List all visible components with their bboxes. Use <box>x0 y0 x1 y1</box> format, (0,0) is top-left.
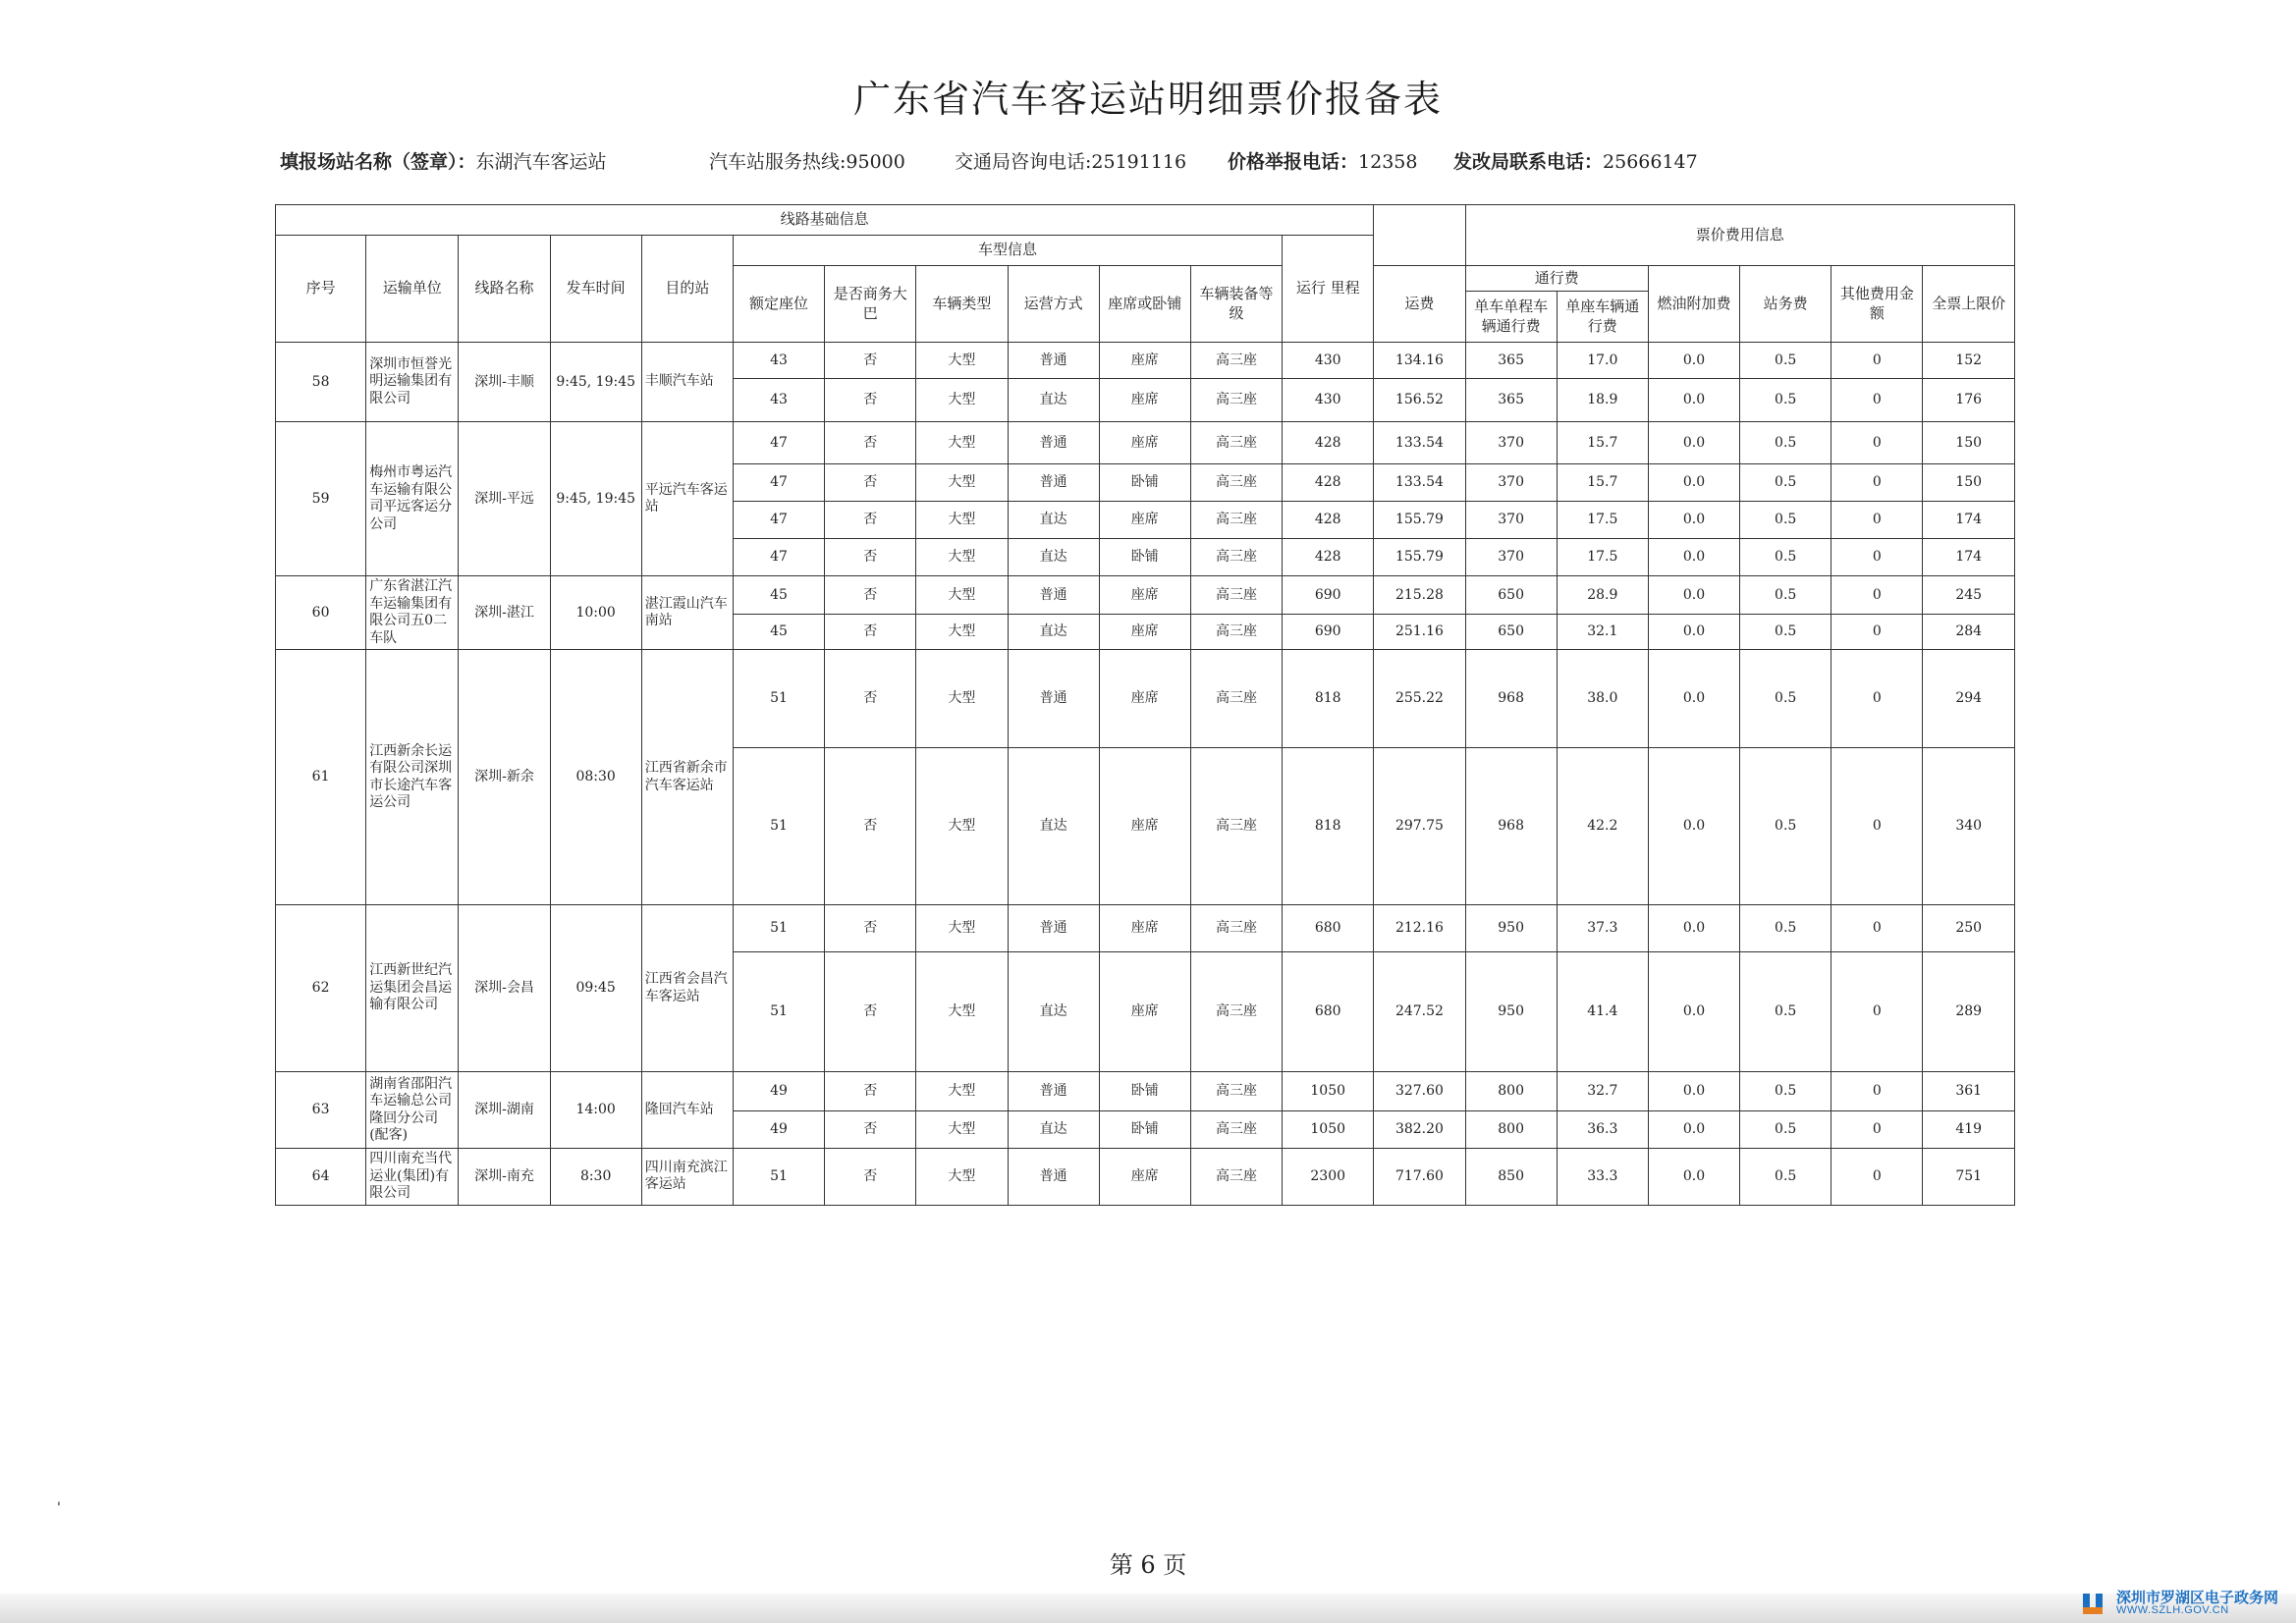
cell-departure: 10:00 <box>550 576 641 650</box>
cell-station-fee: 0.5 <box>1740 502 1831 539</box>
cell-full-price: 250 <box>1923 905 2015 952</box>
cell-fare: 255.22 <box>1374 650 1465 748</box>
cell-business: 否 <box>825 576 916 615</box>
scan-edge <box>0 1594 2296 1623</box>
page-title: 广东省汽车客运站明细票价报备表 <box>852 78 1443 121</box>
cell-full-price: 294 <box>1923 650 2015 748</box>
cell-fare: 382.20 <box>1374 1111 1465 1149</box>
cell-seats: 51 <box>733 905 824 952</box>
cell-full-price: 174 <box>1923 539 2015 576</box>
cell-departure: 08:30 <box>550 650 641 905</box>
cell-mileage: 818 <box>1283 748 1374 905</box>
cell-departure: 9:45, 19:45 <box>550 422 641 576</box>
cell-operator: 江西新世纪汽运集团会昌运输有限公司 <box>366 905 459 1072</box>
cell-operation: 直达 <box>1008 952 1099 1072</box>
table-row <box>276 576 2015 615</box>
cell-mileage: 690 <box>1283 576 1374 615</box>
cell-station-fee: 0.5 <box>1740 952 1831 1072</box>
cell-seq: 63 <box>276 1072 366 1149</box>
cell-seats: 47 <box>733 422 824 464</box>
cell-business: 否 <box>825 422 916 464</box>
cell-fuel: 0.0 <box>1648 422 1739 464</box>
cell-toll-seat: 33.3 <box>1557 1149 1648 1206</box>
header-vehicle-type: 车辆类型 <box>916 266 1008 343</box>
cell-seat-berth: 卧铺 <box>1099 1111 1190 1149</box>
cell-grade: 高三座 <box>1190 539 1282 576</box>
cell-fare: 215.28 <box>1374 576 1465 615</box>
cell-seat-berth: 座席 <box>1099 576 1190 615</box>
cell-toll-seat: 17.0 <box>1557 343 1648 379</box>
cell-seat-berth: 卧铺 <box>1099 539 1190 576</box>
cell-business: 否 <box>825 615 916 650</box>
cell-toll-vehicle: 850 <box>1465 1149 1557 1206</box>
cell-station-fee: 0.5 <box>1740 615 1831 650</box>
watermark-url: WWW.SZLH.GOV.CN <box>2115 1604 2229 1617</box>
header-business: 是否商务大巴 <box>825 266 916 343</box>
cell-other-fee: 0 <box>1831 952 1923 1072</box>
cell-route-name: 深圳-南充 <box>459 1149 550 1206</box>
cell-business: 否 <box>825 1072 916 1111</box>
cell-grade: 高三座 <box>1190 379 1282 422</box>
cell-fuel: 0.0 <box>1648 1149 1739 1206</box>
cell-toll-vehicle: 800 <box>1465 1111 1557 1149</box>
cell-fare: 133.54 <box>1374 464 1465 502</box>
cell-grade: 高三座 <box>1190 905 1282 952</box>
cell-full-price: 751 <box>1923 1149 2015 1206</box>
table-row <box>276 905 2015 952</box>
cell-mileage: 818 <box>1283 650 1374 748</box>
cell-fare: 155.79 <box>1374 539 1465 576</box>
header-toll: 通行费 <box>1465 266 1648 292</box>
cell-vehicle-type: 大型 <box>916 379 1008 422</box>
header-fare-info: 票价费用信息 <box>1465 205 2014 266</box>
cell-destination: 江西省会昌汽车客运站 <box>641 905 733 1072</box>
cell-vehicle-type: 大型 <box>916 1072 1008 1111</box>
cell-seats: 49 <box>733 1072 824 1111</box>
cell-business: 否 <box>825 952 916 1072</box>
cell-full-price: 284 <box>1923 615 2015 650</box>
cell-toll-vehicle: 365 <box>1465 379 1557 422</box>
cell-full-price: 176 <box>1923 379 2015 422</box>
cell-seq: 61 <box>276 650 366 905</box>
cell-toll-vehicle: 968 <box>1465 650 1557 748</box>
header-vehicle-info: 车型信息 <box>733 236 1282 266</box>
cell-toll-seat: 15.7 <box>1557 464 1648 502</box>
traffic-bureau-phone: 交通局咨询电话:25191116 <box>955 151 1187 173</box>
cell-full-price: 150 <box>1923 464 2015 502</box>
cell-other-fee: 0 <box>1831 422 1923 464</box>
cell-operator: 广东省湛江汽车运输集团有限公司五0二车队 <box>366 576 459 650</box>
cell-other-fee: 0 <box>1831 379 1923 422</box>
cell-seq: 58 <box>276 343 366 422</box>
dev-bureau-phone <box>1453 147 1698 174</box>
cell-toll-vehicle: 370 <box>1465 464 1557 502</box>
cell-toll-vehicle: 370 <box>1465 539 1557 576</box>
cell-departure: 9:45, 19:45 <box>550 343 641 422</box>
cell-full-price: 174 <box>1923 502 2015 539</box>
header-seat-berth: 座席或卧铺 <box>1099 266 1190 343</box>
cell-business: 否 <box>825 1149 916 1206</box>
header-departure: 发车时间 <box>550 236 641 343</box>
cell-grade: 高三座 <box>1190 502 1282 539</box>
cell-toll-vehicle: 950 <box>1465 905 1557 952</box>
cell-toll-seat: 28.9 <box>1557 576 1648 615</box>
cell-fare: 133.54 <box>1374 422 1465 464</box>
cell-grade: 高三座 <box>1190 464 1282 502</box>
cell-grade: 高三座 <box>1190 615 1282 650</box>
cell-operator: 深圳市恒誉光明运输集团有限公司 <box>366 343 459 422</box>
cell-business: 否 <box>825 748 916 905</box>
cell-business: 否 <box>825 905 916 952</box>
cell-fare: 155.79 <box>1374 502 1465 539</box>
cell-fuel: 0.0 <box>1648 502 1739 539</box>
cell-fuel: 0.0 <box>1648 464 1739 502</box>
header-route-info: 线路基础信息 <box>276 205 1374 236</box>
cell-grade: 高三座 <box>1190 650 1282 748</box>
cell-toll-seat: 36.3 <box>1557 1111 1648 1149</box>
cell-toll-seat: 18.9 <box>1557 379 1648 422</box>
cell-operator: 四川南充当代运业(集团)有限公司 <box>366 1149 459 1206</box>
cell-fare: 156.52 <box>1374 379 1465 422</box>
cell-seats: 47 <box>733 539 824 576</box>
cell-toll-vehicle: 800 <box>1465 1072 1557 1111</box>
dev-bureau-label: 发改局联系电话： <box>1453 151 1604 173</box>
cell-seat-berth: 座席 <box>1099 748 1190 905</box>
cell-seat-berth: 座席 <box>1099 422 1190 464</box>
cell-station-fee: 0.5 <box>1740 748 1831 905</box>
cell-station-fee: 0.5 <box>1740 464 1831 502</box>
cell-departure: 14:00 <box>550 1072 641 1149</box>
cell-departure: 09:45 <box>550 905 641 1072</box>
cell-mileage: 2300 <box>1283 1149 1374 1206</box>
cell-seat-berth: 座席 <box>1099 502 1190 539</box>
cell-operator: 梅州市粤运汽车运输有限公司平远客运分公司 <box>366 422 459 576</box>
watermark <box>2081 1591 2278 1617</box>
cell-full-price: 289 <box>1923 952 2015 1072</box>
table-row <box>276 1072 2015 1111</box>
dev-bureau-value: 25666147 <box>1603 151 1698 173</box>
cell-toll-seat: 38.0 <box>1557 650 1648 748</box>
cell-other-fee: 0 <box>1831 1072 1923 1111</box>
cell-mileage: 430 <box>1283 379 1374 422</box>
cell-seat-berth: 座席 <box>1099 343 1190 379</box>
cell-toll-vehicle: 370 <box>1465 502 1557 539</box>
cell-mileage: 430 <box>1283 343 1374 379</box>
cell-toll-seat: 41.4 <box>1557 952 1648 1072</box>
cell-fuel: 0.0 <box>1648 1072 1739 1111</box>
cell-fuel: 0.0 <box>1648 343 1739 379</box>
cell-seats: 51 <box>733 650 824 748</box>
table-body <box>276 343 2015 1206</box>
cell-seat-berth: 座席 <box>1099 1149 1190 1206</box>
cell-vehicle-type: 大型 <box>916 952 1008 1072</box>
cell-fuel: 0.0 <box>1648 1111 1739 1149</box>
cell-operation: 普通 <box>1008 905 1099 952</box>
cell-station-fee: 0.5 <box>1740 1111 1831 1149</box>
cell-destination: 平远汽车客运站 <box>641 422 733 576</box>
cell-toll-vehicle: 650 <box>1465 576 1557 615</box>
header-route-name: 线路名称 <box>459 236 550 343</box>
cell-route-name: 深圳-丰顺 <box>459 343 550 422</box>
cell-operator: 江西新余长运有限公司深圳市长途汽车客运公司 <box>366 650 459 905</box>
cell-seats: 47 <box>733 502 824 539</box>
cell-operation: 普通 <box>1008 1149 1099 1206</box>
cell-operation: 直达 <box>1008 502 1099 539</box>
cell-seat-berth: 卧铺 <box>1099 1072 1190 1111</box>
cell-mileage: 1050 <box>1283 1111 1374 1149</box>
cell-station-fee: 0.5 <box>1740 576 1831 615</box>
cell-toll-seat: 32.1 <box>1557 615 1648 650</box>
cell-operation: 直达 <box>1008 379 1099 422</box>
header-toll-vehicle: 单车单程车辆通行费 <box>1465 292 1557 343</box>
cell-toll-seat: 17.5 <box>1557 502 1648 539</box>
cell-operation: 普通 <box>1008 576 1099 615</box>
cell-mileage: 1050 <box>1283 1072 1374 1111</box>
price-report-label: 价格举报电话： <box>1228 151 1359 173</box>
cell-mileage: 428 <box>1283 539 1374 576</box>
cell-grade: 高三座 <box>1190 576 1282 615</box>
watermark-text: 深圳市罗湖区电子政务网 <box>2115 1589 2278 1606</box>
cell-business: 否 <box>825 502 916 539</box>
cell-vehicle-type: 大型 <box>916 576 1008 615</box>
cell-vehicle-type: 大型 <box>916 748 1008 905</box>
cell-toll-vehicle: 950 <box>1465 952 1557 1072</box>
table-header <box>276 205 2015 343</box>
cell-grade: 高三座 <box>1190 343 1282 379</box>
fare-table <box>275 204 2015 1206</box>
table-row <box>276 422 2015 464</box>
cell-mileage: 680 <box>1283 905 1374 952</box>
watermark-logo-icon <box>2081 1591 2110 1616</box>
cell-full-price: 340 <box>1923 748 2015 905</box>
cell-toll-seat: 42.2 <box>1557 748 1648 905</box>
cell-seat-berth: 座席 <box>1099 615 1190 650</box>
station-name: 东湖汽车客运站 <box>475 151 607 173</box>
header-destination: 目的站 <box>641 236 733 343</box>
cell-fuel: 0.0 <box>1648 539 1739 576</box>
cell-grade: 高三座 <box>1190 1149 1282 1206</box>
cell-full-price: 150 <box>1923 422 2015 464</box>
cell-other-fee: 0 <box>1831 464 1923 502</box>
cell-operation: 直达 <box>1008 1111 1099 1149</box>
cell-operation: 普通 <box>1008 464 1099 502</box>
cell-fuel: 0.0 <box>1648 379 1739 422</box>
cell-destination: 四川南充滨江客运站 <box>641 1149 733 1206</box>
cell-route-name: 深圳-会昌 <box>459 905 550 1072</box>
cell-station-fee: 0.5 <box>1740 905 1831 952</box>
cell-toll-seat: 32.7 <box>1557 1072 1648 1111</box>
cell-fare: 717.60 <box>1374 1149 1465 1206</box>
cell-operation: 直达 <box>1008 615 1099 650</box>
cell-route-name: 深圳-平远 <box>459 422 550 576</box>
cell-grade: 高三座 <box>1190 748 1282 905</box>
cell-business: 否 <box>825 1111 916 1149</box>
cell-seq: 62 <box>276 905 366 1072</box>
table-row <box>276 343 2015 379</box>
cell-mileage: 428 <box>1283 422 1374 464</box>
cell-vehicle-type: 大型 <box>916 343 1008 379</box>
table-row <box>276 650 2015 748</box>
cell-seq: 59 <box>276 422 366 576</box>
header-seats: 额定座位 <box>733 266 824 343</box>
cell-operation: 普通 <box>1008 422 1099 464</box>
cell-fare: 327.60 <box>1374 1072 1465 1111</box>
cell-fuel: 0.0 <box>1648 952 1739 1072</box>
cell-seats: 45 <box>733 576 824 615</box>
cell-other-fee: 0 <box>1831 502 1923 539</box>
cell-seats: 43 <box>733 379 824 422</box>
cell-seats: 51 <box>733 1149 824 1206</box>
cell-vehicle-type: 大型 <box>916 1149 1008 1206</box>
cell-other-fee: 0 <box>1831 748 1923 905</box>
cell-vehicle-type: 大型 <box>916 539 1008 576</box>
station-label: 填报场站名称（签章）： <box>280 151 476 173</box>
cell-departure: 8:30 <box>550 1149 641 1206</box>
cell-fare: 251.16 <box>1374 615 1465 650</box>
header-operator: 运输单位 <box>366 236 459 343</box>
cell-station-fee: 0.5 <box>1740 379 1831 422</box>
cell-other-fee: 0 <box>1831 905 1923 952</box>
cell-mileage: 680 <box>1283 952 1374 1072</box>
cell-fuel: 0.0 <box>1648 576 1739 615</box>
cell-full-price: 245 <box>1923 576 2015 615</box>
header-blank <box>1374 205 1465 266</box>
cell-other-fee: 0 <box>1831 1111 1923 1149</box>
header-full-price: 全票上限价 <box>1923 266 2015 343</box>
cell-other-fee: 0 <box>1831 343 1923 379</box>
page-number: 第 6 页 <box>1109 1551 1187 1579</box>
cell-operation: 普通 <box>1008 343 1099 379</box>
cell-destination: 江西省新余市汽车客运站 <box>641 650 733 905</box>
cell-operation: 普通 <box>1008 650 1099 748</box>
cell-seat-berth: 座席 <box>1099 952 1190 1072</box>
cell-full-price: 419 <box>1923 1111 2015 1149</box>
table-row <box>276 1149 2015 1206</box>
cell-destination: 丰顺汽车站 <box>641 343 733 422</box>
header-fare: 运费 <box>1374 266 1465 343</box>
cell-seq: 64 <box>276 1149 366 1206</box>
header-station-fee: 站务费 <box>1740 266 1831 343</box>
cell-route-name: 深圳-湛江 <box>459 576 550 650</box>
cell-seats: 43 <box>733 343 824 379</box>
cell-seats: 47 <box>733 464 824 502</box>
cell-vehicle-type: 大型 <box>916 905 1008 952</box>
header-fuel: 燃油附加费 <box>1648 266 1739 343</box>
header-mileage: 运行 里程 <box>1283 236 1374 343</box>
cell-toll-vehicle: 650 <box>1465 615 1557 650</box>
cell-vehicle-type: 大型 <box>916 464 1008 502</box>
header-grade: 车辆装备等级 <box>1190 266 1282 343</box>
cell-toll-vehicle: 365 <box>1465 343 1557 379</box>
cell-full-price: 152 <box>1923 343 2015 379</box>
cell-fare: 134.16 <box>1374 343 1465 379</box>
cell-business: 否 <box>825 343 916 379</box>
cell-grade: 高三座 <box>1190 952 1282 1072</box>
cell-fare: 297.75 <box>1374 748 1465 905</box>
cell-destination: 隆回汽车站 <box>641 1072 733 1149</box>
cell-destination: 湛江霞山汽车南站 <box>641 576 733 650</box>
cell-other-fee: 0 <box>1831 539 1923 576</box>
cell-toll-vehicle: 968 <box>1465 748 1557 905</box>
cell-toll-seat: 17.5 <box>1557 539 1648 576</box>
cell-grade: 高三座 <box>1190 1111 1282 1149</box>
cell-seats: 49 <box>733 1111 824 1149</box>
cell-seat-berth: 座席 <box>1099 379 1190 422</box>
cell-station-fee: 0.5 <box>1740 1149 1831 1206</box>
cell-vehicle-type: 大型 <box>916 650 1008 748</box>
cell-fuel: 0.0 <box>1648 615 1739 650</box>
cell-other-fee: 0 <box>1831 1149 1923 1206</box>
cell-seq: 60 <box>276 576 366 650</box>
cell-fuel: 0.0 <box>1648 905 1739 952</box>
cell-vehicle-type: 大型 <box>916 1111 1008 1149</box>
cell-grade: 高三座 <box>1190 1072 1282 1111</box>
cell-route-name: 深圳-湖南 <box>459 1072 550 1149</box>
cell-fuel: 0.0 <box>1648 650 1739 748</box>
header-toll-seat: 单座车辆通行费 <box>1557 292 1648 343</box>
cell-station-fee: 0.5 <box>1740 343 1831 379</box>
cell-business: 否 <box>825 539 916 576</box>
cell-grade: 高三座 <box>1190 422 1282 464</box>
cell-full-price: 361 <box>1923 1072 2015 1111</box>
cell-fuel: 0.0 <box>1648 748 1739 905</box>
cell-operation: 普通 <box>1008 1072 1099 1111</box>
cell-other-fee: 0 <box>1831 615 1923 650</box>
hotline: 汽车站服务热线:95000 <box>709 151 905 173</box>
cell-operation: 直达 <box>1008 748 1099 905</box>
cell-operation: 直达 <box>1008 539 1099 576</box>
cell-toll-vehicle: 370 <box>1465 422 1557 464</box>
cell-route-name: 深圳-新余 <box>459 650 550 905</box>
cell-seat-berth: 卧铺 <box>1099 464 1190 502</box>
cell-toll-seat: 37.3 <box>1557 905 1648 952</box>
cell-vehicle-type: 大型 <box>916 502 1008 539</box>
cell-toll-seat: 15.7 <box>1557 422 1648 464</box>
cell-seat-berth: 座席 <box>1099 650 1190 748</box>
price-report-phone <box>1228 147 1417 174</box>
cell-vehicle-type: 大型 <box>916 422 1008 464</box>
cell-seats: 51 <box>733 952 824 1072</box>
cell-seats: 51 <box>733 748 824 905</box>
scan-mark: ' <box>57 1500 61 1516</box>
cell-vehicle-type: 大型 <box>916 615 1008 650</box>
cell-mileage: 690 <box>1283 615 1374 650</box>
cell-seats: 45 <box>733 615 824 650</box>
header-other-fee: 其他费用金额 <box>1831 266 1923 343</box>
cell-operator: 湖南省邵阳汽车运输总公司隆回分公司(配客) <box>366 1072 459 1149</box>
header-operation: 运营方式 <box>1008 266 1099 343</box>
price-report-value: 12358 <box>1358 151 1418 173</box>
cell-station-fee: 0.5 <box>1740 422 1831 464</box>
header-seq: 序号 <box>276 236 366 343</box>
cell-seat-berth: 座席 <box>1099 905 1190 952</box>
cell-mileage: 428 <box>1283 502 1374 539</box>
cell-business: 否 <box>825 464 916 502</box>
cell-fare: 212.16 <box>1374 905 1465 952</box>
cell-business: 否 <box>825 650 916 748</box>
station-info <box>280 147 607 174</box>
cell-other-fee: 0 <box>1831 576 1923 615</box>
cell-mileage: 428 <box>1283 464 1374 502</box>
cell-business: 否 <box>825 379 916 422</box>
cell-other-fee: 0 <box>1831 650 1923 748</box>
cell-station-fee: 0.5 <box>1740 1072 1831 1111</box>
cell-station-fee: 0.5 <box>1740 539 1831 576</box>
cell-fare: 247.52 <box>1374 952 1465 1072</box>
cell-station-fee: 0.5 <box>1740 650 1831 748</box>
